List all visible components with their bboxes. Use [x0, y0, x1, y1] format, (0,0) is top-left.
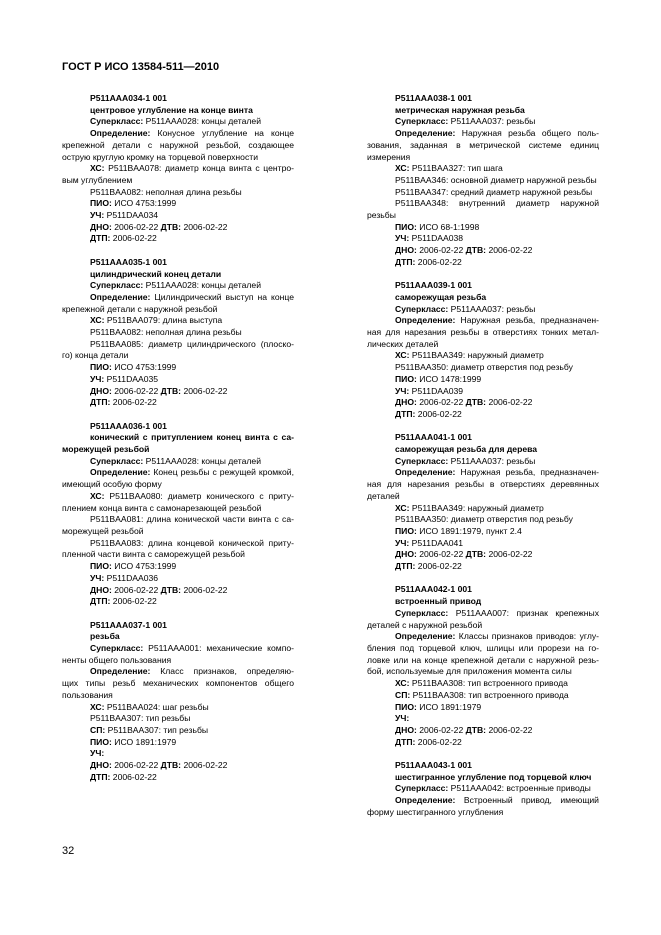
- attribute-line: P511BAA347: средний диаметр наружной резьбы: [395, 186, 593, 197]
- definition-line: бления под торцевой ключ, шлицы или прорези на го-: [367, 643, 599, 653]
- hs-line: ХС: P511BAA024: шаг резьбы: [90, 701, 209, 712]
- definition-line: ная для нарезания резьбы в отверстиях деревянных: [367, 479, 599, 490]
- dates-line: ДНО: 2006-02-22 ДТВ: 2006-02-22: [395, 549, 533, 560]
- dtp-line: ДТП: 2006-02-22: [90, 397, 157, 408]
- uch-line: УЧ: P511DAA041: [395, 537, 464, 548]
- hs-line: плением конца винта с самонарезающей резьбой: [62, 502, 262, 513]
- uch-line: УЧ: P511DAA036: [90, 572, 159, 583]
- superclass-line: Суперкласс: P511AAA028: концы деталей: [90, 455, 261, 466]
- definition-line: острую круглую кромку на торцевой поверхности: [62, 151, 258, 162]
- definition-line: Определение: Встроенный привод, имеющий: [395, 795, 599, 806]
- uch-line: УЧ:: [90, 748, 105, 759]
- entry-name: морежущей резьбой: [62, 444, 150, 455]
- entry-p511aaa035: [62, 257, 294, 409]
- entry-name: встроенный привод: [395, 596, 482, 607]
- entry-code: P511AAA038-1 001: [395, 93, 472, 103]
- page-number: 32: [62, 845, 75, 857]
- entry-code: P511AAA042-1 001: [395, 584, 472, 595]
- definition-line: Определение: Наружная резьба общего поль-: [395, 128, 599, 139]
- pio-line: ПИО: ИСО 4753:1999: [90, 362, 177, 373]
- entry-name: цилиндрический конец детали: [90, 268, 222, 279]
- attribute-line: пленной части винта с саморежущей резьбой: [62, 549, 245, 560]
- superclass-line: Суперкласс: P511AAA037: резьбы: [395, 303, 536, 314]
- left-column: [62, 93, 294, 795]
- hs-line: ХС: P511BAA308: тип встроенного привода: [395, 678, 568, 689]
- entry-p511aaa043: [367, 760, 599, 819]
- definition-line: Определение: Наружная резьба, предназначен-: [395, 315, 599, 326]
- attribute-line: P511BAA307: тип резьбы: [90, 713, 191, 724]
- superclass-line: Суперкласс: P511AAA037: резьбы: [395, 455, 536, 466]
- definition-line: зования, заданная в метрической системе единиц: [367, 139, 599, 150]
- entry-name: резьба: [90, 631, 120, 642]
- entry-name: шестигранное углубление под торцевой ключ: [395, 771, 592, 782]
- dtp-line: ДТП: 2006-02-22: [395, 256, 462, 267]
- attribute-line: P511BAA081: длина конической части винта с са-: [90, 514, 294, 525]
- attribute-line: го) конца детали: [62, 350, 129, 361]
- pio-line: ПИО: ИСО 68-1:1998: [395, 221, 480, 232]
- entry-p511aaa039: [367, 280, 599, 420]
- right-column: [367, 93, 599, 830]
- superclass-line: деталей с наружной резьбой: [367, 619, 483, 630]
- dates-line: ДНО: 2006-02-22 ДТВ: 2006-02-22: [395, 397, 533, 408]
- dtp-line: ДТП: 2006-02-22: [395, 736, 462, 747]
- entry-name: центровое углубление на конце винта: [90, 104, 253, 115]
- sp-line: СП: P511BAA307: тип резьбы: [90, 724, 209, 735]
- entry-code: P511AAA036-1 001: [90, 420, 167, 431]
- definition-line: пользования: [62, 689, 113, 700]
- entry-p511aaa036: [62, 421, 294, 608]
- definition-line: имеющий особую форму: [62, 479, 162, 490]
- dates-line: ДНО: 2006-02-22 ДТВ: 2006-02-22: [90, 584, 228, 595]
- definition-line: Определение: Конец резьбы с режущей кромкой,: [90, 467, 294, 478]
- attribute-line: P511BAA083: длина концевой конической приту-: [90, 537, 294, 548]
- dtp-line: ДТП: 2006-02-22: [395, 561, 462, 572]
- attribute-line: P511BAA350: диаметр отверстия под резьбу: [395, 362, 573, 373]
- attribute-line: P511BAA350: диаметр отверстия под резьбу: [395, 514, 573, 525]
- entry-code: P511AAA043-1 001: [395, 760, 472, 771]
- hs-line: ХС: P511BAA078: диаметр конца винта с центро-: [90, 163, 294, 174]
- dates-line: ДНО: 2006-02-22 ДТВ: 2006-02-22: [395, 245, 533, 256]
- entry-code: P511AAA037-1 001: [90, 619, 167, 630]
- entry-p511aaa034: [62, 93, 294, 245]
- dtp-line: ДТП: 2006-02-22: [395, 408, 462, 419]
- entry-code: P511AAA035-1 001: [90, 256, 167, 267]
- definition-line: Определение: Конусное углубление на конце: [90, 128, 294, 139]
- uch-line: УЧ: P511DAA038: [395, 233, 464, 244]
- definition-line: Определение: Наружная резьба, предназначен-: [395, 467, 599, 478]
- superclass-line: Суперкласс: P511AAA001: механические компо-: [90, 643, 294, 653]
- entry-name: конический с притуплением конец винта с са-: [90, 432, 294, 443]
- hs-line: ХС: P511BAA080: диаметр конического с приту-: [90, 490, 294, 501]
- attribute-line: морежущей резьбой: [62, 525, 144, 536]
- uch-line: УЧ: P511DAA039: [395, 385, 464, 396]
- entry-code: P511AAA041-1 001: [395, 432, 472, 443]
- pio-line: ПИО: ИСО 4753:1999: [90, 561, 177, 572]
- definition-line: щих типы резьб механических компонентов общего: [62, 678, 294, 689]
- definition-line: ная для нарезания резьбы в отверстиях тонких метал-: [367, 327, 599, 338]
- pio-line: ПИО: ИСО 1891:1979: [395, 701, 482, 712]
- dates-line: ДНО: 2006-02-22 ДТВ: 2006-02-22: [90, 385, 228, 396]
- definition-line: крепежной детали с наружной резьбой: [62, 303, 218, 314]
- superclass-line: Суперкласс: P511AAA037: резьбы: [395, 116, 536, 127]
- entry-p511aaa038: [367, 93, 599, 269]
- document-header: ГОСТ Р ИСО 13584-511—2010: [62, 61, 220, 73]
- definition-line: бой, используемые для приложения момента силы: [367, 666, 572, 677]
- superclass-line: Суперкласс: P511AAA007: признак крепежных: [395, 607, 599, 618]
- hs-line: ХС: P511BAA349: наружный диаметр: [395, 350, 544, 361]
- attribute-line: резьбы: [367, 210, 396, 221]
- superclass-line: Суперкласс: P511AAA028: концы деталей: [90, 116, 261, 127]
- definition-line: измерения: [367, 151, 411, 162]
- dates-line: ДНО: 2006-02-22 ДТВ: 2006-02-22: [90, 221, 228, 232]
- superclass-line: Суперкласс: P511AAA042: встроенные приводы: [395, 783, 591, 794]
- dates-line: ДНО: 2006-02-22 ДТВ: 2006-02-22: [90, 760, 228, 771]
- entry-code: P511AAA039-1 001: [395, 280, 472, 291]
- definition-line: Определение: Цилиндрический выступ на конце: [90, 291, 294, 302]
- pio-line: ПИО: ИСО 4753:1999: [90, 198, 177, 209]
- entry-p511aaa037: [62, 620, 294, 784]
- superclass-line: ненты общего пользования: [62, 654, 172, 665]
- definition-line: Определение: Класс признаков, определяю-: [90, 666, 294, 677]
- definition-line: Определение: Классы признаков приводов: углу-: [395, 631, 599, 642]
- hs-line: ХС: P511BAA079: длина выступа: [90, 315, 223, 326]
- entry-name: саморежущая резьба: [395, 291, 487, 302]
- entry-name: саморежущая резьба для дерева: [395, 444, 538, 455]
- dtp-line: ДТП: 2006-02-22: [90, 233, 157, 244]
- definition-line: ловке или на конце крепежной детали с наружной резь-: [367, 654, 599, 665]
- hs-line: ХС: P511BAA349: наружный диаметр: [395, 502, 544, 513]
- definition-line: деталей: [367, 490, 400, 501]
- uch-line: УЧ:: [395, 713, 410, 724]
- dates-line: ДНО: 2006-02-22 ДТВ: 2006-02-22: [395, 724, 533, 735]
- dtp-line: ДТП: 2006-02-22: [90, 771, 157, 782]
- entry-p511aaa042: [367, 584, 599, 748]
- attribute-line: P511BAA085: диаметр цилиндрического (плоско-: [90, 338, 294, 349]
- definition-line: форму шестигранного углубления: [367, 806, 504, 817]
- attribute-line: P511BAA348: внутренний диаметр наружной: [395, 198, 599, 209]
- uch-line: УЧ: P511DAA035: [90, 373, 159, 384]
- uch-line: УЧ: P511DAA034: [90, 210, 159, 221]
- attribute-line: P511BAA346: основной диаметр наружной резьбы: [395, 174, 597, 185]
- superclass-line: Суперкласс: P511AAA028: концы деталей: [90, 280, 261, 291]
- attribute-line: P511BAA082: неполная длина резьбы: [90, 327, 242, 338]
- entry-code: P511AAA034-1 001: [90, 93, 167, 103]
- pio-line: ПИО: ИСО 1891:1979, пункт 2.4: [395, 525, 522, 536]
- definition-line: крепежной детали с наружной резьбой, создающее: [62, 139, 294, 150]
- entry-p511aaa041: [367, 432, 599, 572]
- attribute-line: P511BAA082: неполная длина резьбы: [90, 186, 242, 197]
- pio-line: ПИО: ИСО 1891:1979: [90, 736, 177, 747]
- hs-line: ХС: P511BAA327: тип шага: [395, 163, 503, 174]
- dtp-line: ДТП: 2006-02-22: [90, 596, 157, 607]
- entry-name: метрическая наружная резьба: [395, 104, 525, 115]
- sp-line: СП: P511BAA308: тип встроенного привода: [395, 689, 569, 700]
- hs-line: вым углублением: [62, 174, 133, 185]
- definition-line: лических деталей: [367, 338, 439, 349]
- pio-line: ПИО: ИСО 1478:1999: [395, 373, 482, 384]
